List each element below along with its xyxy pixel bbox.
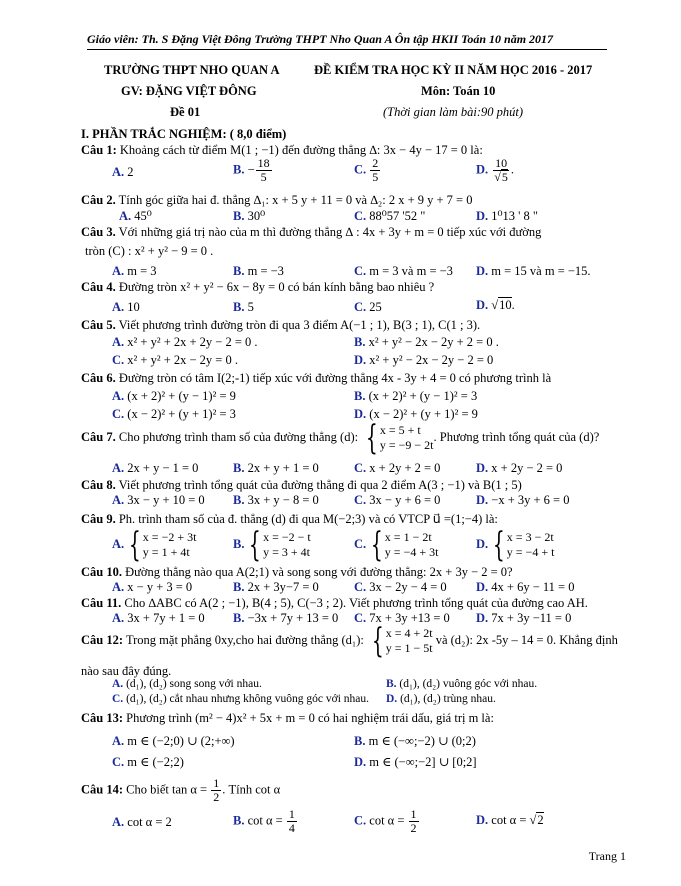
page-header: Giáo viên: Th. S Đặng Việt Đông Trường THPT Nho Quan A Ôn tập HKII Toán 10 năm 2017 xyxy=(87,32,554,46)
question-12-line2: nào sau đây đúng. xyxy=(81,664,172,678)
q6-option-c[interactable]: C. (x − 2)² + (y + 1)² = 3 xyxy=(112,407,236,421)
q6-option-b[interactable]: B. (x + 2)² + (y − 1)² = 3 xyxy=(354,389,478,403)
question-9: Câu 9. Ph. trình tham số của đ. thẳng (d) đi qua M(−2;3) và có VTCP u⃗ =(1;−4) là: xyxy=(81,512,498,526)
question-11: Câu 11. Cho ∆ABC có A(2 ; −1), B(4 ; 5), C(−3 ; 2). Viết phương trình tổng quát của đường cao AH. xyxy=(81,596,588,610)
q2-option-c[interactable]: C. 88⁰57 '52 " xyxy=(354,209,426,223)
q8-option-d[interactable]: D. −x + 3y + 6 = 0 xyxy=(476,493,570,507)
q12-option-d[interactable]: D. (d₁), (d₂) trùng nhau. xyxy=(386,693,496,705)
q4-option-b[interactable]: B. 5 xyxy=(233,300,254,314)
q8-option-b[interactable]: B. 3x + y − 8 = 0 xyxy=(233,493,319,507)
q10-option-a[interactable]: A. x − y + 3 = 0 xyxy=(112,580,193,594)
question-10: Câu 10. Đường thẳng nào qua A(2;1) và song song với đường thẳng: 2x + 3y − 2 = 0? xyxy=(81,565,513,579)
question-8: Câu 8. Viết phương trình tổng quát của đường thẳng đi qua 2 điểm A(3 ; −1) và B(1 ; 5) xyxy=(81,478,522,492)
q7-option-b[interactable]: B. 2x + y + 1 = 0 xyxy=(233,461,319,475)
q4-option-a[interactable]: A. 10 xyxy=(112,300,140,314)
q10-option-b[interactable]: B. 2x + 3y−7 = 0 xyxy=(233,580,319,594)
school-name: TRƯỜNG THPT NHO QUAN A xyxy=(104,63,280,77)
q1-option-d[interactable]: D. $\frac{10}{√5}$ . xyxy=(476,156,514,184)
q9-option-d[interactable]: D. { x = 3 − 2t y = −4 + t xyxy=(476,525,555,565)
q7-option-d[interactable]: D. x + 2y − 2 = 0 xyxy=(476,461,563,475)
q12-option-b[interactable]: B. (d₁), (d₂) vuông góc với nhau. xyxy=(386,678,538,690)
q10-option-c[interactable]: C. 3x − 2y − 4 = 0 xyxy=(354,580,447,594)
q14-option-b[interactable]: B. cot α = $\frac{1}{4}$ xyxy=(233,807,295,835)
q3-option-d[interactable]: D. m = 15 và m = −15. xyxy=(476,264,591,278)
q3-option-b[interactable]: B. m = −3 xyxy=(233,264,284,278)
section-title: I. PHẦN TRẮC NGHIỆM: ( 8,0 điểm) xyxy=(81,127,287,141)
q14-option-d[interactable]: D. cot α = √2 xyxy=(476,813,544,827)
exam-code: Đề 01 xyxy=(170,105,201,119)
q10-option-d[interactable]: D. 4x + 6y − 11 = 0 xyxy=(476,580,575,594)
question-14: Câu 14: Cho biết tan α = $\frac{1}{2}$ . Tính cot α xyxy=(81,776,281,804)
q9-option-b[interactable]: B. { x = −2 − t y = 3 + 4t xyxy=(233,525,311,565)
q7-option-a[interactable]: A. 2x + y − 1 = 0 xyxy=(112,461,199,475)
question-6: Câu 6. Đường tròn có tâm I(2;-1) tiếp xúc với đường thẳng 4x - 3y + 4 = 0 có phương trình là xyxy=(81,371,552,385)
q2-option-d[interactable]: D. 1⁰13 ' 8 " xyxy=(476,209,539,223)
question-3: Câu 3. Với những giá trị nào của m thì đường thẳng ∆ : 4x + 3y + m = 0 tiếp xúc với đường xyxy=(81,225,542,239)
question-3-line2: tròn (C) : x² + y² − 9 = 0 . xyxy=(85,244,214,258)
q6-option-d[interactable]: D. (x − 2)² + (y + 1)² = 9 xyxy=(354,407,478,421)
q11-option-c[interactable]: C. 7x + 3y +13 = 0 xyxy=(354,611,450,625)
question-12: Câu 12: Trong mặt phẳng 0xy,cho hai đường thẳng (d₁): { x = 4 + 2t y = 1 − 5t và (d₂): 2x -5y – 14 = 0. Khẳng định xyxy=(81,621,618,661)
q11-option-b[interactable]: B. −3x + 7y + 13 = 0 xyxy=(233,611,339,625)
question-7: Câu 7. Cho phương trình tham số của đường thẳng (d): { x = 5 + t y = −9 − 2t . Phương trình tổng quát của (d)? xyxy=(81,418,600,458)
question-4: Câu 4. Đường tròn x² + y² − 6x − 8y = 0 có bán kính bằng bao nhiêu ? xyxy=(81,280,435,294)
question-1: Câu 1: Khoảng cách từ điểm M(1 ; −1) đến đường thẳng ∆: 3x − 4y − 17 = 0 là: xyxy=(81,143,483,157)
page-number: Trang 1 xyxy=(588,849,626,863)
q5-option-c[interactable]: C. x² + y² + 2x − 2y = 0 . xyxy=(112,353,238,367)
q14-option-c[interactable]: C. cot α = $\frac{1}{2}$ xyxy=(354,807,417,835)
q9-option-c[interactable]: C. { x = 1 − 2t y = −4 + 3t xyxy=(354,525,439,565)
q13-option-b[interactable]: B. m ∈ (−∞;−2) ∪ (0;2) xyxy=(354,734,476,748)
q9-option-a[interactable]: A. { x = −2 + 3t y = 1 + 4t xyxy=(112,525,197,565)
q1-option-b[interactable]: B. − $\frac{18}{5}$ xyxy=(233,156,270,184)
q14-option-a[interactable]: A. cot α = 2 xyxy=(112,815,172,829)
q13-option-c[interactable]: C. m ∈ (−2;2) xyxy=(112,755,184,769)
q4-option-c[interactable]: C. 25 xyxy=(354,300,382,314)
q11-option-a[interactable]: A. 3x + 7y + 1 = 0 xyxy=(112,611,205,625)
q2-option-a[interactable]: A. 45⁰ xyxy=(119,209,152,223)
q5-option-b[interactable]: B. x² + y² − 2x − 2y + 2 = 0 . xyxy=(354,335,499,349)
header-rule xyxy=(87,49,607,50)
q3-option-a[interactable]: A. m = 3 xyxy=(112,264,157,278)
teacher-name: GV: ĐẶNG VIỆT ĐÔNG xyxy=(121,84,257,98)
q8-option-c[interactable]: C. 3x − y + 6 = 0 xyxy=(354,493,441,507)
q6-option-a[interactable]: A. (x + 2)² + (y − 1)² = 9 xyxy=(112,389,236,403)
q12-option-c[interactable]: C. (d₁), (d₂) cắt nhau nhưng không vuông góc với nhau. xyxy=(112,693,369,705)
q5-option-a[interactable]: A. x² + y² + 2x + 2y − 2 = 0 . xyxy=(112,335,258,349)
q13-option-d[interactable]: D. m ∈ (−∞;−2] ∪ [0;2] xyxy=(354,755,477,769)
question-5: Câu 5. Viết phương trình đường tròn đi qua 3 điểm A(−1 ; 1), B(3 ; 1), C(1 ; 3). xyxy=(81,318,481,332)
q4-option-d[interactable]: D. √10. xyxy=(476,298,515,312)
q1-option-a[interactable]: A. 2 xyxy=(112,165,134,179)
q1-option-c[interactable]: C. $\frac{2}{5}$ xyxy=(354,156,379,184)
question-2: Câu 2. Tính góc giữa hai đ. thẳng ∆₁: x + 5 y + 11 = 0 và ∆₂: 2 x + 9 y + 7 = 0 xyxy=(81,193,473,207)
exam-time: (Thời gian làm bài:90 phút) xyxy=(383,105,524,119)
q7-option-c[interactable]: C. x + 2y + 2 = 0 xyxy=(354,461,441,475)
question-13: Câu 13: Phương trình (m² − 4)x² + 5x + m = 0 có hai nghiệm trái dấu, giá trị m là: xyxy=(81,711,494,725)
exam-title: ĐỀ KIỂM TRA HỌC KỲ II NĂM HỌC 2016 - 2017 xyxy=(314,63,593,77)
q2-option-b[interactable]: B. 30⁰ xyxy=(233,209,266,223)
q3-option-c[interactable]: C. m = 3 và m = −3 xyxy=(354,264,453,278)
subject: Môn: Toán 10 xyxy=(421,84,496,98)
q12-option-a[interactable]: A. (d₁), (d₂) song song với nhau. xyxy=(112,678,262,690)
q8-option-a[interactable]: A. 3x − y + 10 = 0 xyxy=(112,493,205,507)
q5-option-d[interactable]: D. x² + y² − 2x − 2y − 2 = 0 xyxy=(354,353,494,367)
q11-option-d[interactable]: D. 7x + 3y −11 = 0 xyxy=(476,611,572,625)
q13-option-a[interactable]: A. m ∈ (−2;0) ∪ (2;+∞) xyxy=(112,734,235,748)
